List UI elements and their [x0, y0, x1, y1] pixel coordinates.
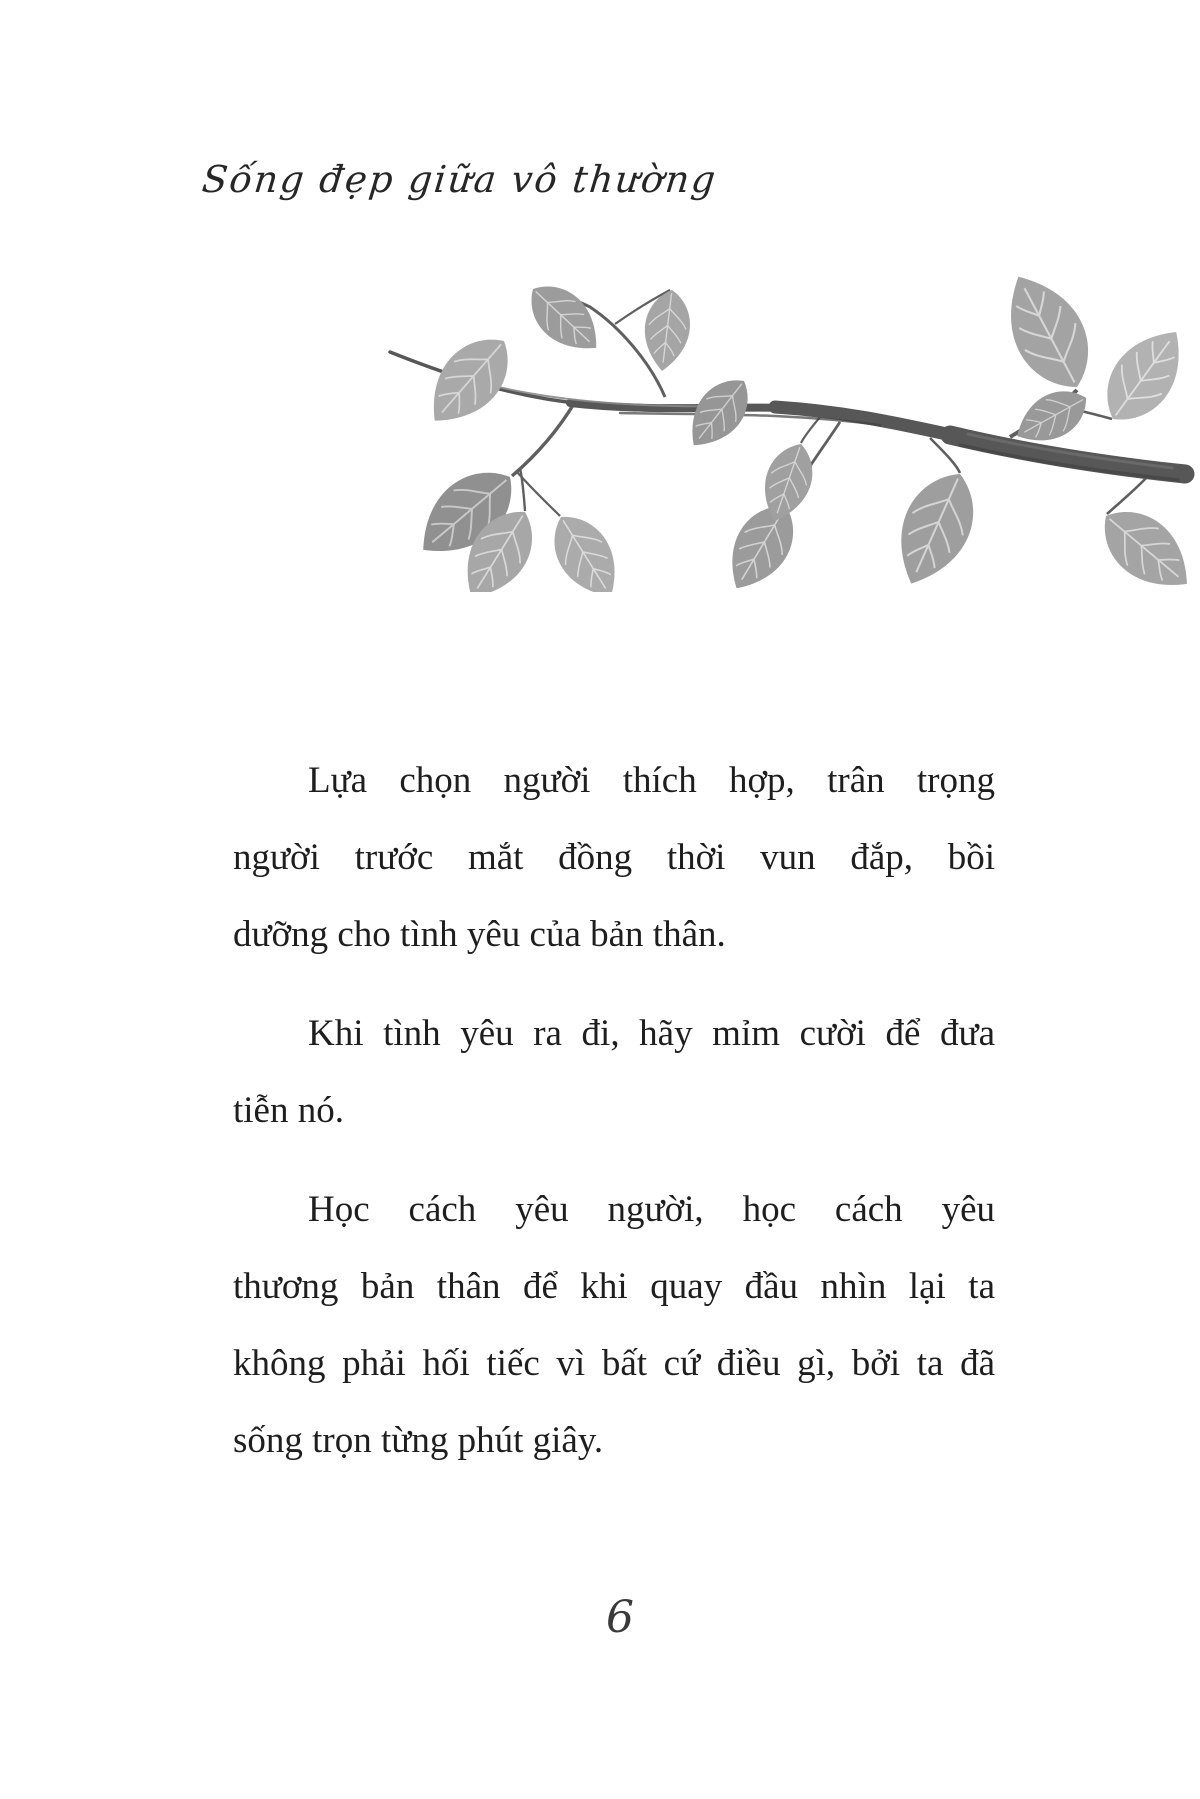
leaves — [403, 261, 1200, 592]
paragraph — [233, 742, 995, 973]
body-text — [233, 742, 995, 1479]
text-line: Khi tình yêu ra đi, hãy mỉm cười để đưa — [308, 1013, 995, 1054]
running-head: Sống đẹp giữa vô thường — [200, 158, 720, 201]
page-number: 6 — [606, 1592, 634, 1643]
text-line: sống trọn từng phút giây. — [233, 1420, 604, 1461]
text-line: thương bản thân để khi quay đầu nhìn lại ta — [233, 1266, 995, 1307]
text-line: tiễn nó. — [233, 1090, 344, 1131]
text-line: dưỡng cho tình yêu của bản thân. — [233, 914, 726, 955]
text-line: Lựa chọn người thích hợp, trân trọng — [308, 760, 995, 801]
text-line: Học cách yêu người, học cách yêu — [308, 1189, 995, 1230]
branch-leaves-illustration — [320, 212, 1200, 592]
text-line: không phải hối tiếc vì bất cứ điều gì, bởi ta đã — [233, 1343, 995, 1384]
text-line: người trước mắt đồng thời vun đắp, bồi — [233, 837, 995, 878]
paragraph — [233, 1171, 995, 1479]
paragraph — [233, 995, 995, 1149]
